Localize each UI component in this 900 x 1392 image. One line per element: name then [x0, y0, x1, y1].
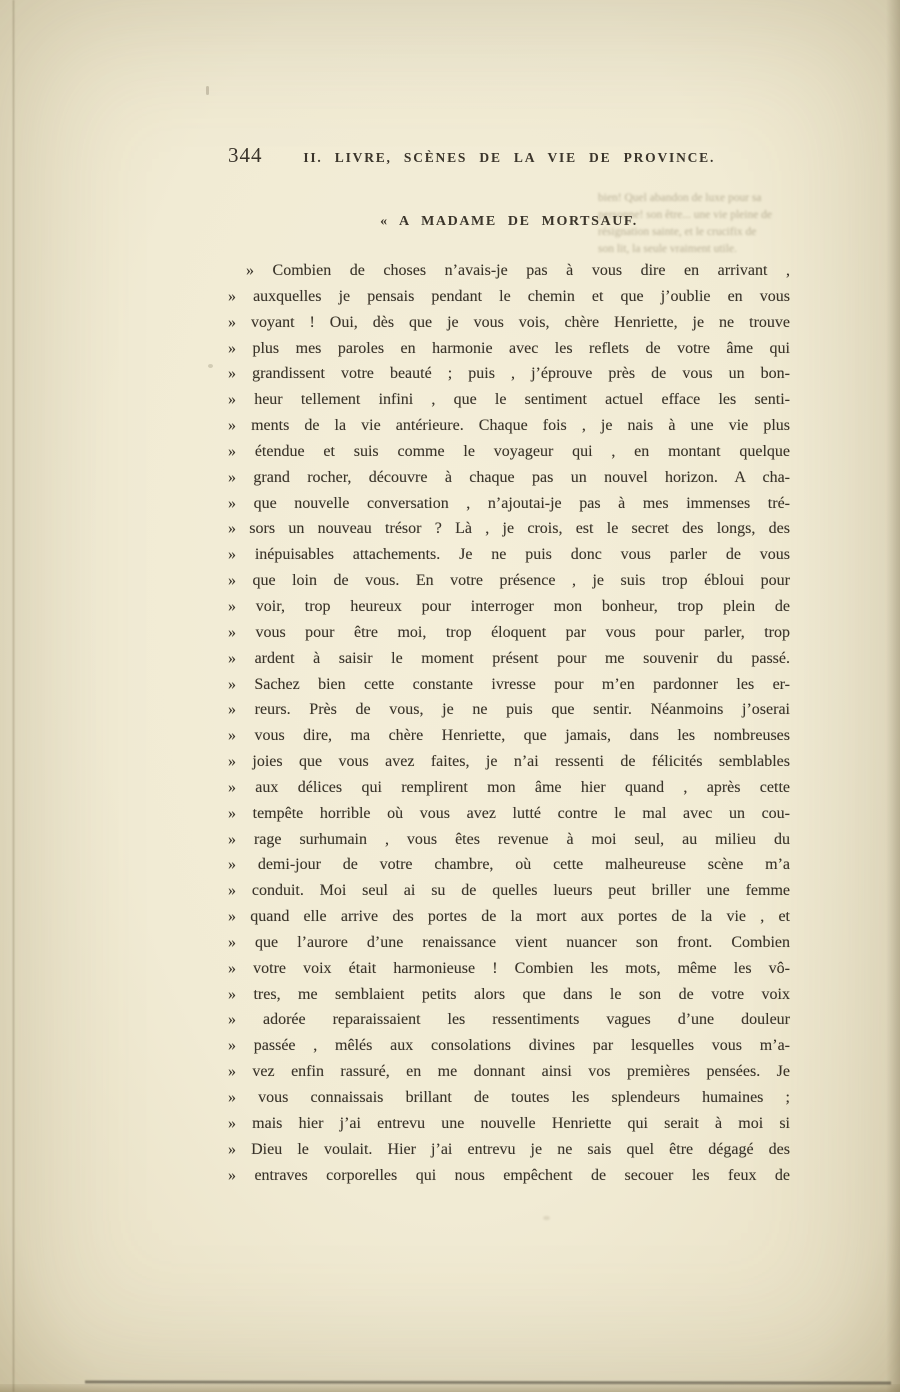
text-line: » adorée reparaissaient les ressentiments vagues d’une douleur: [228, 1011, 790, 1029]
text-line: » voyant ! Oui, dès que je vous vois, chère Henriette, je ne trouve: [228, 313, 790, 331]
text-line: » que loin de vous. En votre présence , je suis trop ébloui pour: [228, 572, 790, 590]
paper-speck: [208, 364, 213, 368]
text-line: » grandissent votre beauté ; puis , j’éprouve près de vous un bon-: [228, 365, 790, 383]
text-line: » heur tellement infini , que le sentiment actuel efface les senti-: [228, 391, 790, 409]
text-line: » Combien de choses n’avais-je pas à vous dire en arrivant ,: [246, 262, 790, 279]
text-line: » conduit. Moi seul ai su de quelles lueurs peut briller une femme: [228, 882, 790, 900]
text-line: » entraves corporelles qui nous empêchent de secouer les feux de: [228, 1166, 790, 1184]
page-number: 344: [228, 143, 263, 167]
running-header: II. LIVRE, SCÈNES DE LA VIE DE PROVINCE.: [303, 150, 716, 165]
text-line: » auxquelles je pensais pendant le chemin et que j’oublie en vous: [228, 287, 790, 305]
text-line: » tempête horrible où vous avez lutté contre le mal avec un cou-: [228, 804, 790, 822]
text-line: » que nouvelle conversation , n’ajoutai-je pas à mes immenses tré-: [228, 494, 790, 512]
bleedthrough-line: personne! son être... une vie pleine de: [598, 209, 773, 221]
text-line: » rage surhumain , vous êtes revenue à moi seul, au milieu du: [228, 830, 790, 848]
text-line: » ardent à saisir le moment présent pour me souvenir du passé.: [228, 649, 790, 667]
text-line: » que l’aurore d’une renaissance vient nuancer son front. Combien: [228, 933, 790, 951]
text-line: » mais hier j’ai entrevu une nouvelle Henriette qui serait à moi si: [228, 1114, 790, 1132]
text-line: » inépuisables attachements. Je ne puis donc vous parler de vous: [228, 546, 790, 564]
text-line: » vous connaissais brillant de toutes les splendeurs humaines ;: [228, 1089, 790, 1106]
text-line: » votre voix était harmonieuse ! Combien les mots, même les vô-: [228, 959, 790, 977]
bottom-edge-shadow: [0, 1384, 900, 1392]
text-line: » étendue et suis comme le voyageur qui , en montant quelque: [228, 442, 790, 460]
right-edge-shadow: [886, 0, 900, 1392]
page-header: [228, 143, 790, 168]
paper-speck: [206, 86, 209, 95]
letter-heading: « A MADAME DE MORTSAUF.: [380, 214, 638, 229]
text-line: » Sachez bien cette constante ivresse pour m’en pardonner les er-: [228, 675, 790, 693]
text-line: » plus mes paroles en harmonie avec les reflets de votre âme qui: [228, 339, 790, 357]
text-line: » grand rocher, découvre à chaque pas un nouvel horizon. A cha-: [228, 468, 790, 486]
text-line: » ments de la vie antérieure. Chaque fois , je nais à une vie plus: [228, 417, 790, 435]
text-line: » sors un nouveau trésor ? Là , je crois, est le secret des longs, des: [228, 520, 790, 538]
text-line: » passée , mêlés aux consolations divines par lesquelles vous m’a-: [228, 1037, 790, 1055]
text-block: [228, 143, 790, 1188]
text-line: » voir, trop heureux pour interroger mon bonheur, trop plein de: [228, 597, 790, 615]
text-line: » tres, me semblaient petits alors que dans le son de votre voix: [228, 985, 790, 1003]
bleedthrough-line: résignation sainte, et le crucifix de: [598, 226, 757, 238]
text-line: » reurs. Près de vous, je ne puis que sentir. Néanmoins j’oserai: [228, 701, 790, 719]
text-line: » Dieu le voulait. Hier j’ai entrevu je ne sais quel être dégagé des: [228, 1140, 790, 1158]
text-line: » aux délices qui remplirent mon âme hier quand , après cette: [228, 778, 790, 796]
letter-body: [228, 258, 790, 1188]
text-line: » vous pour être moi, trop éloquent par vous pour parler, trop: [228, 623, 790, 641]
bleedthrough-line: son lit, la seule vraiment utile.: [598, 243, 737, 255]
bleedthrough-line: bien! Quel abandon de luxe pour sa: [598, 192, 762, 204]
text-line: » vous dire, ma chère Henriette, que jamais, dans les nombreuses: [228, 727, 790, 745]
left-crease-line: [12, 0, 15, 1392]
text-line: » quand elle arrive des portes de la mort aux portes de la vie , et: [228, 908, 790, 926]
text-line: » joies que vous avez faites, je n’ai ressenti de félicités semblables: [228, 753, 790, 771]
paper-speck: [543, 1216, 550, 1220]
text-line: » demi-jour de votre chambre, où cette malheureuse scène m’a: [228, 856, 790, 874]
text-line: » vez enfin rassuré, en me donnant ainsi vos premières pensées. Je: [228, 1063, 790, 1081]
